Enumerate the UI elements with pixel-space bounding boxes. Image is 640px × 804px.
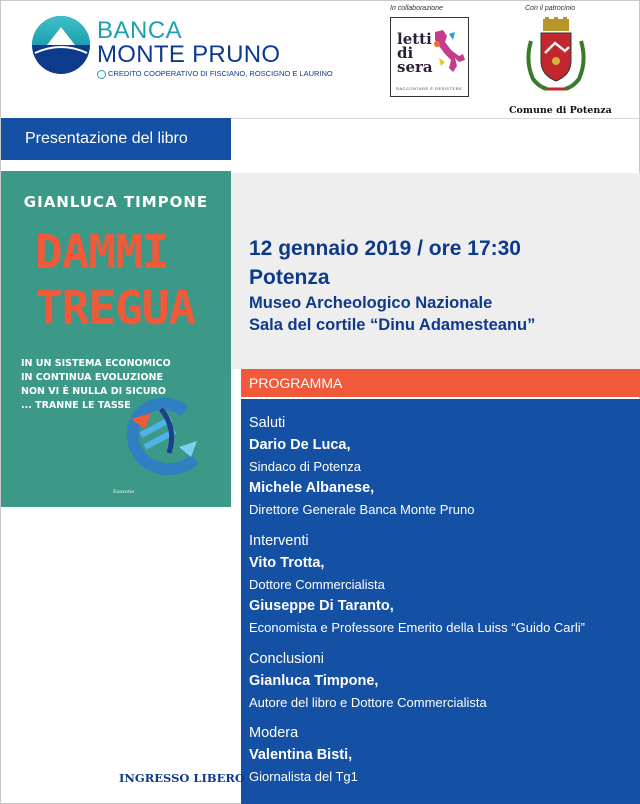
book-title-line1: DAMMI xyxy=(35,225,169,279)
patronage-label: Con il patrocinio xyxy=(525,5,576,12)
bank-name-line2: MONTE PRUNO xyxy=(97,41,281,68)
program-section-title: Conclusioni xyxy=(249,651,324,667)
speaker-name: Valentina Bisti, xyxy=(249,747,353,763)
speaker-role: Giornalista del Tg1 xyxy=(249,769,358,784)
letti-logo-line2: di xyxy=(397,44,414,62)
euro-symbol-art-icon xyxy=(111,389,211,481)
bank-subtitle-text: CREDITO COOPERATIVO DI FISCIANO, ROSCIGNO E LAURINO xyxy=(108,69,333,78)
speaker-name: Giuseppe Di Taranto, xyxy=(249,598,394,614)
book-author: GIANLUCA TIMPONE xyxy=(23,193,209,211)
event-venue: Museo Archeologico Nazionale xyxy=(249,294,493,312)
event-city: Potenza xyxy=(249,266,330,289)
free-entry-note: INGRESSO LIBERO xyxy=(119,771,245,785)
coat-of-arms-icon xyxy=(525,17,587,99)
book-publisher: Ezezone xyxy=(113,489,135,495)
bank-logo xyxy=(31,15,333,79)
bank-globe-icon xyxy=(31,15,91,75)
book-tagline-line: IN CONTINUA EVOLUZIONE xyxy=(21,372,163,383)
book-tagline-line: ... TRANNE LE TASSE xyxy=(21,400,131,411)
comune-name: Comune di Potenza xyxy=(509,105,612,116)
program-section-title: Modera xyxy=(249,725,299,741)
speaker-role: Sindaco di Potenza xyxy=(249,459,362,474)
book-tagline-line: NON VI È NULLA DI SICURO xyxy=(21,386,166,397)
collaboration-label: In collaborazione xyxy=(390,5,443,12)
book-tagline-line: IN UN SISTEMA ECONOMICO xyxy=(21,358,171,369)
speaker-role: Dottore Commercialista xyxy=(249,577,385,592)
italy-map-icon xyxy=(429,28,467,74)
presentation-label: Presentazione del libro xyxy=(25,130,188,147)
program-section-title: Interventi xyxy=(249,533,309,549)
letti-logo-line3: sera xyxy=(397,58,433,76)
program-section-title: Saluti xyxy=(249,415,286,431)
speaker-name: Vito Trotta, xyxy=(249,555,325,571)
book-cover xyxy=(1,171,231,507)
speaker-role: Autore del libro e Dottore Commercialista xyxy=(249,695,487,710)
speaker-name: Dario De Luca, xyxy=(249,437,351,453)
letti-logo-text xyxy=(397,32,433,74)
event-room: Sala del cortile “Dinu Adamesteanu” xyxy=(249,316,536,334)
program-label: PROGRAMMA xyxy=(249,375,343,391)
speaker-role: Economista e Professore Emerito della Luiss “Guido Carli” xyxy=(249,620,585,635)
speaker-name: Michele Albanese, xyxy=(249,480,375,496)
letti-di-sera-logo xyxy=(390,17,469,97)
cc-icon xyxy=(97,70,106,79)
letti-logo-line1: letti xyxy=(397,30,432,48)
speaker-name: Gianluca Timpone, xyxy=(249,673,379,689)
event-date-time: 12 gennaio 2019 / ore 17:30 xyxy=(249,237,521,260)
bank-name-line1: BANCA xyxy=(97,17,183,44)
bank-subtitle xyxy=(97,69,333,79)
speaker-role: Direttore Generale Banca Monte Pruno xyxy=(249,502,475,517)
letti-logo-small: RACCONTARE È RESISTERE xyxy=(396,86,463,91)
book-title-line2: TREGUA xyxy=(35,281,196,335)
